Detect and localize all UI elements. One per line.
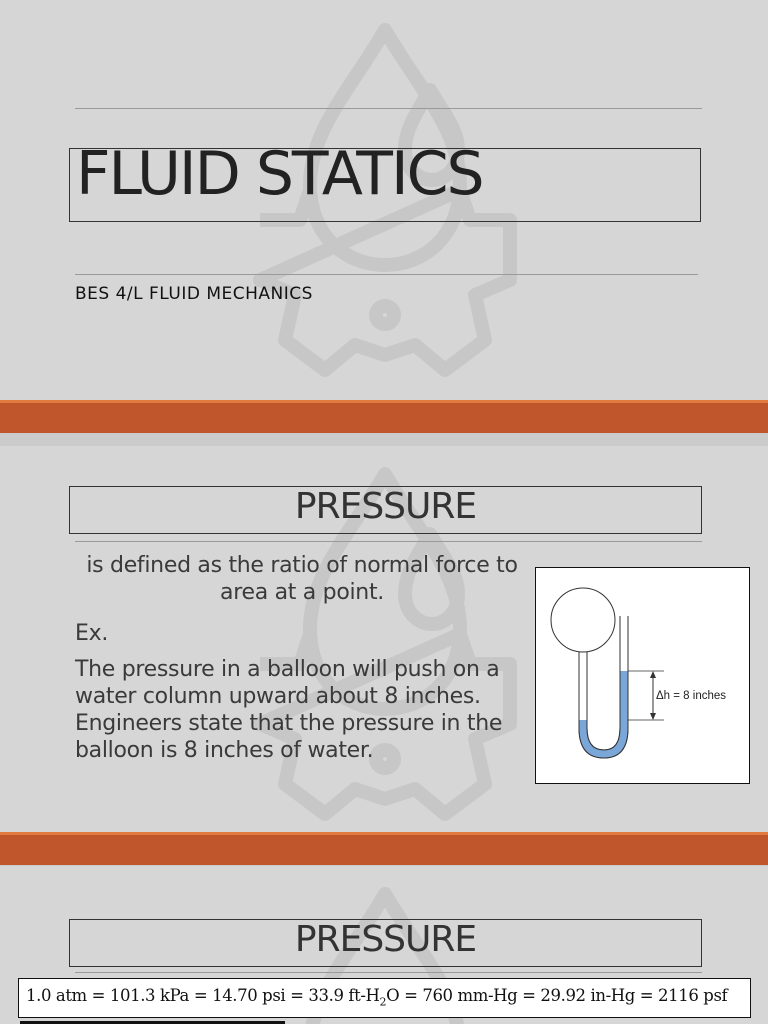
slide-separator (0, 400, 768, 433)
section-divider (75, 972, 702, 973)
slide-title (0, 0, 768, 400)
slide-gap (0, 433, 768, 446)
example-label: Ex. (75, 621, 109, 646)
section-divider (75, 541, 702, 542)
course-subtitle: BES 4/L FLUID MECHANICS (75, 284, 313, 304)
delta-h-label: Δh = 8 inches (656, 690, 727, 702)
example-text: The pressure in a balloon will push on a water column upward about 8 inches. Engineers state that the pressure in the balloon is 8 inches of water. (75, 657, 503, 763)
unit-equivalence-formula: 1.0 atm = 101.3 kPa = 14.70 psi = 33.9 $ft-H_2O = 760$ mm-Hg = 29.92 in-Hg = 2116 psf (26, 986, 728, 1009)
manometer-figure (535, 567, 750, 784)
top-divider (75, 108, 702, 109)
section-heading: PRESSURE (294, 486, 477, 527)
subtitle-divider (75, 274, 698, 275)
section-heading: PRESSURE (294, 919, 477, 960)
page-title: FLUID STATICS (76, 139, 483, 209)
pressure-definition: is defined as the ratio of normal force to area at a point. (86, 553, 518, 605)
manometer-diagram (536, 568, 748, 782)
slide-separator (0, 832, 768, 865)
